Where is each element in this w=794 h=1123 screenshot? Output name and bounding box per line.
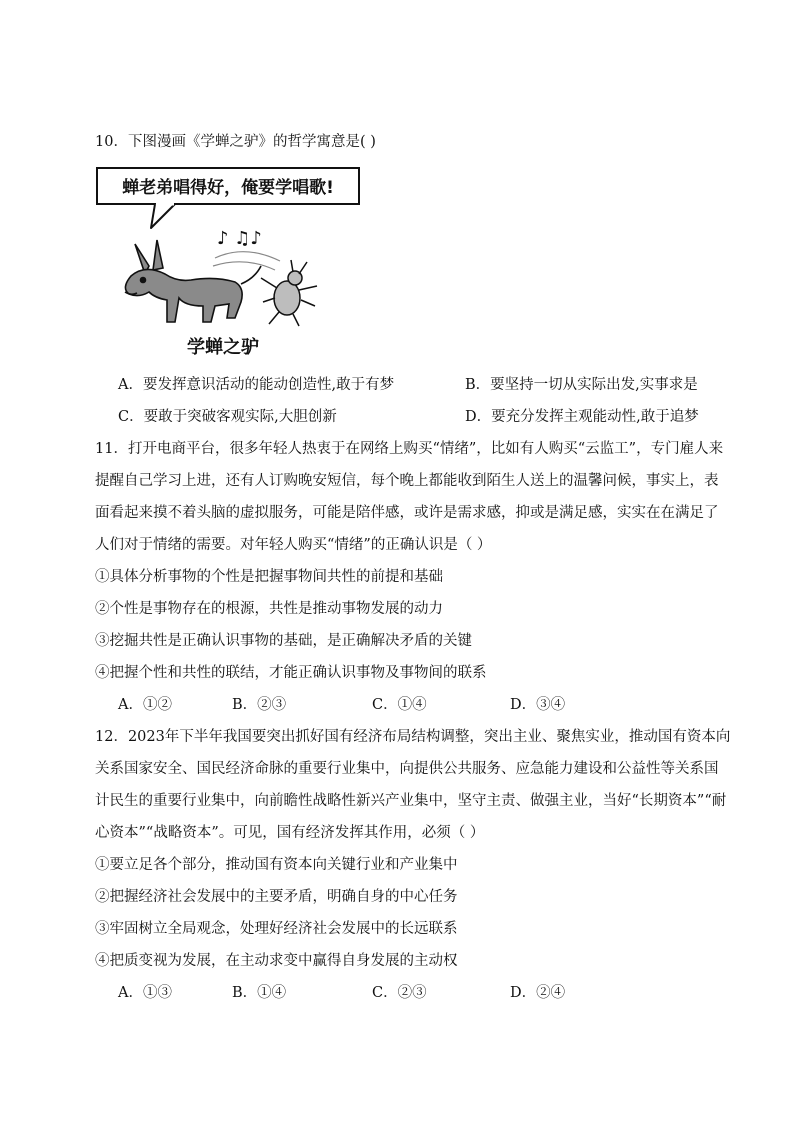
cartoon-donkey-cicada	[95, 166, 365, 366]
q11-option-a[interactable]: A．①②	[118, 697, 172, 713]
q12-stem-line: 关系国家安全、国民经济命脉的重要行业集中，向提供公共服务、应急能力建设和公益性等关系国	[95, 761, 719, 777]
q12-option-c[interactable]: C．②③	[372, 985, 427, 1001]
q12-stem-line: 12．2023年下半年我国要突出抓好国有经济布局结构调整，突出主业、聚焦实业，推动国有资本向	[95, 729, 731, 745]
q10-option-b[interactable]: B．要坚持一切从实际出发,实事求是	[465, 377, 698, 393]
q11-statement-1: ①具体分析事物的个性是把握事物间共性的前提和基础	[95, 569, 443, 585]
q11-stem-line: 面看起来摸不着头脑的虚拟服务，可能是陪伴感，或许是需求感，抑或是满足感，实实在在满足了	[95, 505, 719, 521]
music-notes-icon: ♪ ♫♪	[217, 228, 262, 249]
q12-statement-1: ①要立足各个部分，推动国有资本向关键行业和产业集中	[95, 857, 458, 873]
q12-option-a[interactable]: A．①③	[118, 985, 172, 1001]
q11-statement-2: ②个性是事物存在的根源，共性是推动事物发展的动力	[95, 601, 443, 617]
q10-option-c[interactable]: C．要敢于突破客观实际,大胆创新	[118, 409, 337, 425]
q12-stem-line: 计民生的重要行业集中，向前瞻性战略性新兴产业集中，坚守主责、做强主业，当好“长期资本”“耐	[95, 793, 727, 809]
q10-option-a[interactable]: A．要发挥意识活动的能动创造性,敢于有梦	[118, 377, 395, 393]
speech-text: 蝉老弟唱得好，俺要学唱歌!	[122, 178, 334, 198]
cicada-icon	[261, 260, 317, 326]
q11-statement-3: ③挖掘共性是正确认识事物的基础，是正确解决矛盾的关键	[95, 633, 472, 649]
q12-statement-3: ③牢固树立全局观念，处理好经济社会发展中的长远联系	[95, 921, 458, 937]
q11-statement-4: ④把握个性和共性的联结，才能正确认识事物及事物间的联系	[95, 665, 487, 681]
q12-option-b[interactable]: B．①④	[232, 985, 287, 1001]
q11-stem-line: 人们对于情绪的需要。对年轻人购买“情绪”的正确认识是（ ）	[95, 537, 492, 553]
q12-statement-2: ②把握经济社会发展中的主要矛盾，明确自身的中心任务	[95, 889, 458, 905]
q11-stem-line: 11．打开电商平台，很多年轻人热衷于在网络上购买“情绪”，比如有人购买“云监工”，专门雇人来	[95, 441, 724, 457]
q11-option-b[interactable]: B．②③	[232, 697, 287, 713]
q11-stem-line: 提醒自己学习上进，还有人订购晚安短信，每个晚上都能收到陌生人送上的温馨问候，事实上，表	[95, 473, 719, 489]
q10-stem: 10．下图漫画《学蝉之驴》的哲学寓意是( )	[95, 134, 376, 150]
q12-option-d[interactable]: D．②④	[510, 985, 566, 1001]
q12-stem-line: 心资本”“战略资本”。可见，国有经济发挥其作用，必须（ ）	[95, 825, 485, 841]
cartoon-caption: 学蝉之驴	[187, 337, 259, 358]
q11-option-c[interactable]: C．①④	[372, 697, 427, 713]
q11-option-d[interactable]: D．③④	[510, 697, 566, 713]
q10-option-d[interactable]: D．要充分发挥主观能动性,敢于追梦	[465, 409, 699, 425]
q12-statement-4: ④把质变视为发展，在主动求变中赢得自身发展的主动权	[95, 953, 458, 969]
